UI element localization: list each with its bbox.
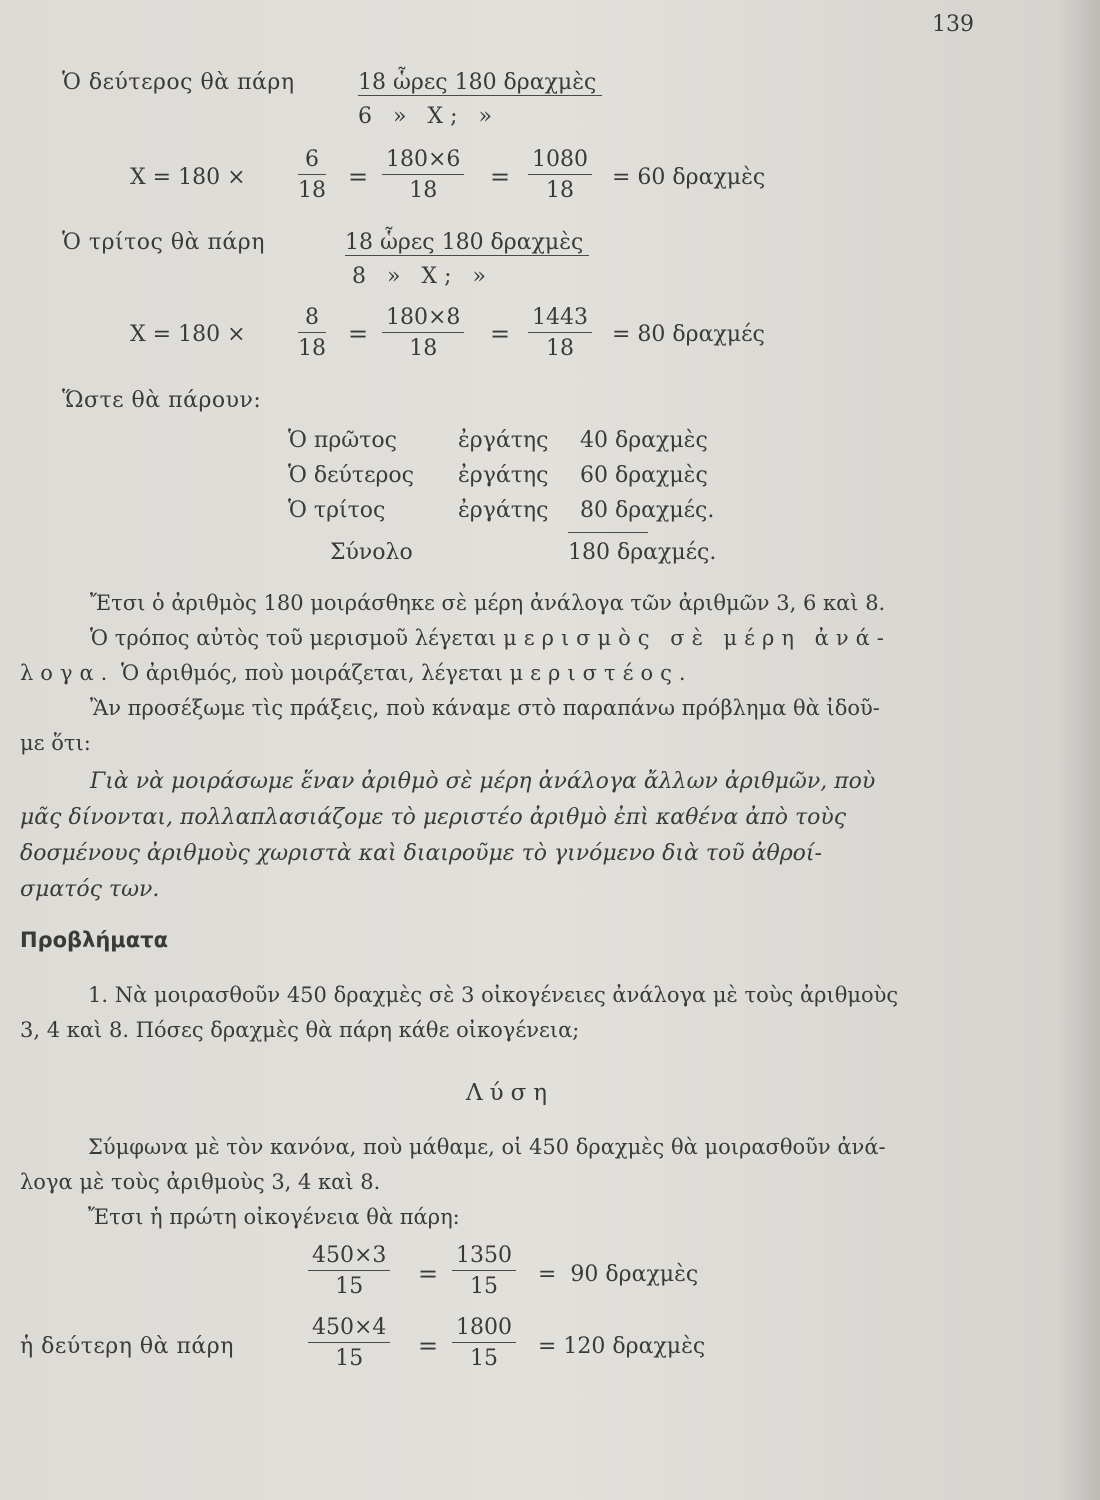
- summary-amount: 60 δραχμὲς: [580, 463, 708, 488]
- second-fraction-3: $\frac{1080}{18}$: [528, 147, 592, 203]
- summary-who: Ὁ δεύτερος: [288, 463, 414, 488]
- equals-sign: =: [348, 320, 369, 348]
- third-fraction-2: $\frac{180\times 8}{18}$: [382, 305, 464, 361]
- so-they-get: Ὥστε θὰ πάρουν:: [62, 388, 262, 413]
- second-result: = 60 δραχμὲς: [612, 165, 766, 190]
- total-label: Σύνολο: [330, 540, 413, 565]
- summary-role: ἐργάτης: [458, 498, 549, 523]
- paragraph-2: Ὁ τρόπος αὐτὸς τοῦ μερισμοῦ λέγεται μερισμὸς σὲ μέρη ἀνά-: [90, 626, 891, 650]
- equals-sign: =: [490, 320, 511, 348]
- first-family-intro: Ἔτσι ἡ πρώτη οἰκογένεια θὰ πάρη:: [88, 1205, 460, 1229]
- third-worker-label: Ὁ τρίτος θὰ πάρη: [62, 230, 265, 255]
- second-proportion-bottom: 6 » X ; »: [358, 104, 492, 129]
- paragraph-3: λογα. Ὁ ἀριθμός, ποὺ μοιράζεται, λέγεται μεριστέος.: [20, 661, 693, 685]
- problems-heading: Προβλήματα: [20, 928, 169, 952]
- equals-sign: =: [418, 1332, 439, 1360]
- rule-line: Γιὰ νὰ μοιράσωμε ἕναν ἀριθμὸ σὲ μέρη ἀνάλογα ἄλλων ἀριθμῶν, ποὺ: [90, 769, 876, 794]
- equals-sign: =: [418, 1260, 439, 1288]
- summary-amount: 80 δραχμές.: [580, 498, 715, 523]
- second-worker-label: Ὁ δεύτερος θὰ πάρη: [62, 70, 295, 95]
- solution-heading: Λύση: [466, 1080, 555, 1106]
- second-family-fraction-1: $\frac{450\times 4}{15}$: [308, 1315, 390, 1371]
- second-fraction-2: $\frac{180\times 6}{18}$: [382, 147, 464, 203]
- rule-line: δοσμένους ἀριθμοὺς χωριστὰ καὶ διαιροῦμε τὸ γινόμενο διὰ τοῦ ἀθροί-: [20, 841, 822, 866]
- paragraph-4: Ἂν προσέξωμε τὶς πράξεις, ποὺ κάναμε στὸ παραπάνω πρόβλημα θὰ ἰδοῦ-: [90, 696, 880, 720]
- first-family-result: = 90 δραχμὲς: [538, 1262, 699, 1287]
- total-amount: 180 δραχμές.: [568, 540, 717, 565]
- third-fraction-3: $\frac{1443}{18}$: [528, 305, 592, 361]
- paragraph-1: Ἔτσι ὁ ἀριθμὸς 180 μοιράσθηκε σὲ μέρη ἀνάλογα τῶν ἀριθμῶν 3, 6 καὶ 8.: [90, 591, 886, 615]
- summary-role: ἐργάτης: [458, 463, 549, 488]
- first-family-fraction-2: $\frac{1350}{15}$: [452, 1243, 516, 1299]
- rule-line: σματός των.: [20, 877, 160, 902]
- equals-sign: =: [348, 163, 369, 191]
- equals-sign: =: [490, 163, 511, 191]
- second-proportion-top: 18 ὧρες 180 δραχμὲς: [358, 70, 602, 96]
- second-fraction-1: $\frac{6}{18}$: [298, 147, 326, 203]
- second-family-label: ἡ δεύτερη θὰ πάρη: [20, 1334, 234, 1359]
- problem-1-line-1: 1. Νὰ μοιρασθοῦν 450 δραχμὲς σὲ 3 οἰκογένειες ἀνάλογα μὲ τοὺς ἀριθμοὺς: [88, 983, 899, 1007]
- summary-role: ἐργάτης: [458, 428, 549, 453]
- summary-who: Ὁ πρῶτος: [288, 428, 397, 453]
- third-fraction-1: $\frac{8}{18}$: [298, 305, 326, 361]
- second-eq-start: X = 180 ×: [130, 165, 246, 190]
- third-eq-start: X = 180 ×: [130, 322, 246, 347]
- solution-line-1: Σύμφωνα μὲ τὸν κανόνα, ποὺ μάθαμε, οἱ 450 δραχμὲς θὰ μοιρασθοῦν ἀνά-: [88, 1135, 886, 1159]
- third-result: = 80 δραχμές: [612, 322, 765, 347]
- third-proportion-top: 18 ὧρες 180 δραχμὲς: [345, 230, 589, 256]
- problem-1-line-2: 3, 4 καὶ 8. Πόσες δραχμὲς θὰ πάρη κάθε οἰκογένεια;: [20, 1018, 580, 1042]
- second-family-result: = 120 δραχμὲς: [538, 1334, 706, 1359]
- paragraph-4-cont: με ὅτι:: [20, 731, 91, 755]
- first-family-fraction-1: $\frac{450\times 3}{15}$: [308, 1243, 390, 1299]
- solution-line-2: λογα μὲ τοὺς ἀριθμοὺς 3, 4 καὶ 8.: [20, 1170, 381, 1194]
- summary-amount: 40 δραχμὲς: [580, 428, 708, 453]
- page-number: 139: [932, 12, 974, 37]
- summary-who: Ὁ τρίτος: [288, 498, 386, 523]
- rule-line: μᾶς δίνονται, πολλαπλασιάζομε τὸ μεριστέο ἀριθμὸ ἐπὶ καθένα ἀπὸ τοὺς: [20, 805, 847, 830]
- second-family-fraction-2: $\frac{1800}{15}$: [452, 1315, 516, 1371]
- sum-rule: [568, 532, 648, 533]
- third-proportion-bottom: 8 » X ; »: [352, 264, 486, 289]
